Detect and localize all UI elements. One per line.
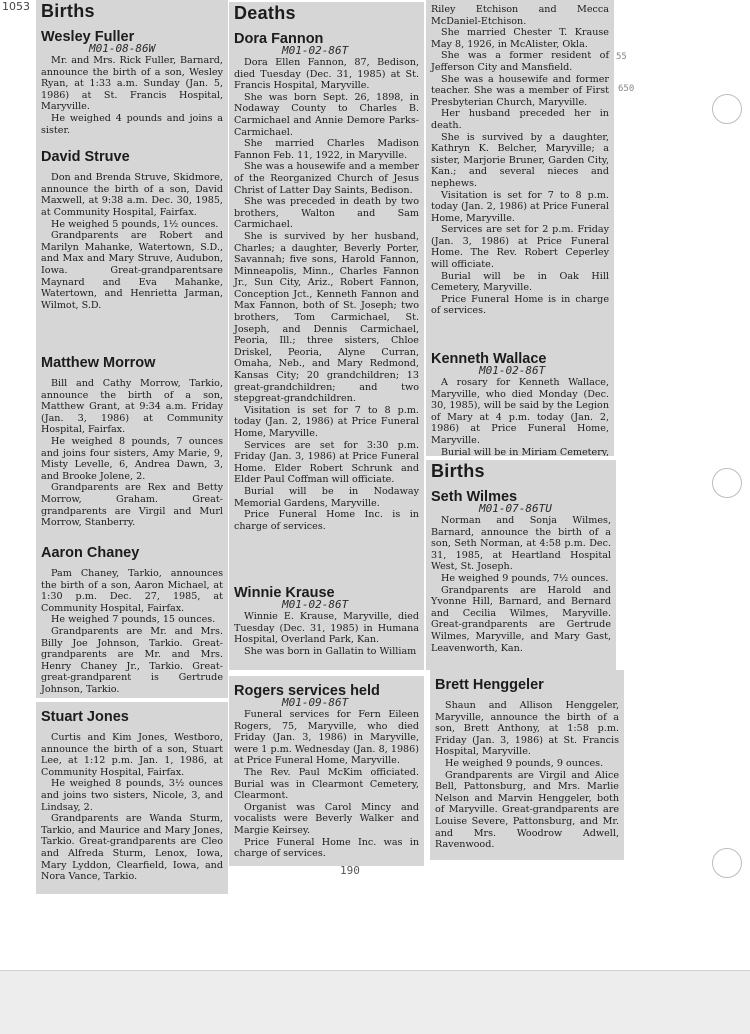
- notice-name: Aaron Chaney: [41, 545, 140, 561]
- notice-text: Mr. and Mrs. Rick Fuller, Barnard, announce the birth of a son, Wesley Ryan, at 1:33 a.m. Sunday (Jan. 5, 1986) at St. Francis Hospital, Maryville.: [41, 55, 223, 113]
- notice-text: He weighed 8 pounds, 3½ ounces and joins two sisters, Nicole, 3, and Lindsay, 2.: [41, 778, 223, 813]
- notice-text: She married Charles Madison Fannon Feb. 11, 1922, in Maryville.: [234, 138, 419, 161]
- notice-name: Stuart Jones: [41, 709, 129, 725]
- notice-name: Rogers services held: [234, 683, 380, 699]
- births-clipping-1: [36, 0, 228, 356]
- handwritten-note: M01-09-86T: [282, 696, 349, 709]
- births-clipping-5: [426, 460, 616, 670]
- notice-text: Grandparents are Rex and Betty Morrow, Graham. Great-grandparents are Virgil and Murl Morrow, Stanberry.: [41, 482, 223, 529]
- births-clipping-2: [36, 348, 228, 540]
- binder-hole: [712, 848, 742, 878]
- handwritten-note: M01-08-86W: [89, 42, 156, 55]
- notice-text: She was born in Gallatin to William: [244, 645, 417, 657]
- notice-text: He weighed 7 pounds, 15 ounces.: [51, 614, 216, 626]
- page-number: 190: [340, 864, 360, 877]
- notice-text: A rosary for Kenneth Wallace, Maryville, who died Monday (Dec. 30, 1985), will be said by the Legion of Mary at 4 p.m. today (Jan. 2, 1986) at Price Funeral Home, Maryville.: [431, 377, 609, 446]
- notice-text: She married Chester T. Krause May 8, 1926, in McAlister, Okla.: [431, 27, 609, 50]
- notice-text: Grandparents are Robert and Marilyn Mahanke, Watertown, S.D., and Max and Mary Struve, Audubon, Iowa. Great-grandparentsare Maynard and Eva Mahanke, Watertown, and Henrietta Jarman, Wilmot, S.D.: [41, 230, 223, 311]
- handwritten-note: M01-02-86T: [282, 598, 349, 611]
- notice-text: Visitation is set for 7 to 8 p.m. today (Jan. 2, 1986) at Price Funeral Home, Maryville.: [431, 189, 609, 224]
- notice-name: Seth Wilmes: [431, 489, 518, 505]
- notice-text: Grandparents are Virgil and Alice Bell, Pattonsburg, and Mrs. Marlie Nelson and Marvin Henggeler, both of Maryville. Great-grandparents are Louise Severe, Pattonsburg, and Mr. and Mrs. Woodrow Adwell, Ravenwood.: [435, 769, 619, 851]
- notice-text: Her husband preceded her in death.: [431, 108, 609, 131]
- binder-hole: [712, 94, 742, 124]
- notice-name: Kenneth Wallace: [431, 351, 547, 367]
- notice-text: She is survived by a daughter, Kathryn K. Belcher, Maryville; a sister, Marjorie Bruner, Garden City, Kan.; and several nieces and nephews.: [431, 131, 609, 189]
- notice-text: Bill and Cathy Morrow, Tarkio, announce the birth of a son, Matthew Grant, at 9:34 a.m. Friday (Jan. 3, 1986) at Community Hospital, Fairfax.: [41, 378, 223, 436]
- notice-text: She was a housewife and former teacher. She was a member of First Presbyterian Church, Maryville.: [431, 73, 609, 108]
- notice-name: Winnie Krause: [234, 585, 335, 601]
- notice-text: He weighed 4 pounds and joins a sister.: [41, 112, 223, 136]
- notice-text: Visitation is set for 7 to 8 p.m. today (Jan. 2, 1986) at Price Funeral Home, Maryville.: [234, 404, 419, 439]
- notice-text: He weighed 5 pounds, 1½ ounces.: [51, 218, 219, 230]
- births-clipping-3: [36, 538, 228, 698]
- scanner-bed-edge: [0, 970, 750, 1034]
- notice-text: Norman and Sonja Wilmes, Barnard, announce the birth of a son, Seth Norman, at 4:58 p.m. Dec. 31, 1985, at Heartland Hospital West, St. Joseph.: [431, 515, 611, 573]
- handwritten-note: M01-02-86T: [479, 364, 546, 377]
- notice-name: Dora Fannon: [234, 31, 324, 47]
- deaths-clipping-2: [229, 578, 424, 670]
- handwritten-note: M01-07-86TU: [479, 502, 552, 515]
- notice-text: He weighed 8 pounds, 7 ounces and joins four sisters, Amy Marie, 9, Misty Levelle, 6, Andrea Dawn, 3, and Brooke Jolene, 2.: [41, 435, 223, 482]
- section-heading: Deaths: [234, 3, 296, 23]
- margin-mark: 650: [618, 84, 635, 94]
- notice-text: Burial will be in Miriam Cemetery,: [441, 446, 609, 456]
- notice-text: Winnie E. Krause, Maryville, died Tuesday (Dec. 31, 1985) in Humana Hospital, Overland Park, Kan.: [234, 611, 419, 646]
- notice-text: She is survived by her husband, Charles; a daughter, Beverly Porter, Savannah; five sons, Harold Fannon, Minneapolis, Minn., Charles Fannon Jr., Sun City, Ariz., Robert Fannon, Conception Jct., Kenneth Fannon and Max Fannon, both of St. Joseph; two brothers, Tom Carmichael, St. Joseph, and Dennis Carmichael, Peoria, Ill.; three sisters, Chloe Driskel, Peoria, Alyne Curran, Omaha, Neb., and Mary Redmond, Kansas City; 20 grandchildren; 13 great-grandchildren; and two stepgreat-grandchildren.: [234, 230, 419, 405]
- notice-text: She was preceded in death by two brothers, Walton and Sam Carmichael.: [234, 196, 419, 231]
- handwritten-note: M01-02-86T: [282, 44, 349, 57]
- notice-text: Dora Ellen Fannon, 87, Bedison, died Tuesday (Dec. 31, 1985) at St. Francis Hospital, Maryville.: [234, 57, 419, 92]
- notice-text: She was a former resident of Jefferson City and Mansfield.: [431, 50, 609, 73]
- notice-text: Pam Chaney, Tarkio, announces the birth of a son, Aaron Michael, at 1:30 p.m. Dec. 27, 1985, at Community Hospital, Fairfax.: [41, 568, 223, 614]
- notice-text: He weighed 9 pounds, 9 ounces.: [445, 757, 604, 769]
- deaths-clipping-continued: [426, 0, 614, 344]
- notice-text: Price Funeral Home is in charge of services.: [431, 293, 609, 317]
- notice-text: Grandparents are Mr. and Mrs. Billy Joe Johnson, Tarkio. Great-grandparents are Mr. and Mrs. Henry Chaney Jr., Tarkio. Great-great-grandparent is Gertrude Johnson, Tarkio.: [41, 625, 223, 695]
- section-heading: Births: [41, 1, 95, 21]
- margin-mark: 55: [616, 52, 627, 62]
- notice-text: Don and Brenda Struve, Skidmore, announce the birth of a son, David Maxwell, at 9:38 a.m. Dec. 30, 1985, at Community Hospital, Fairfax.: [41, 172, 223, 218]
- notice-text: She was a housewife and a member of the Reorganized Church of Jesus Christ of Latter Day Saints, Bedison.: [234, 161, 419, 196]
- notice-text: Services are set for 3:30 p.m. Friday (Jan. 3, 1986) at Price Funeral Home. Elder Robert Schrunk and Elder Paul Coffman will officiate.: [234, 439, 419, 486]
- notice-text: Funeral services for Fern Eileen Rogers, 75, Maryville, who died Friday (Jan. 3, 1986) in Maryville, were 1 p.m. Wednesday (Jan. 8, 1986) at Price Funeral Home, Maryville.: [234, 709, 419, 767]
- binder-hole: [712, 468, 742, 498]
- notice-text: Services are set for 2 p.m. Friday (Jan. 3, 1986) at Price Funeral Home. The Rev. Robert Ceperley will officiate.: [431, 224, 609, 271]
- notice-text: The Rev. Paul McKim officiated. Burial was in Clearmont Cemetery, Clearmont.: [234, 766, 419, 802]
- deaths-clipping-3: [229, 676, 424, 866]
- notice-text: Burial will be in Oak Hill Cemetery, Maryville.: [431, 270, 609, 294]
- notice-text: Riley Etchison and Mecca McDaniel-Etchison.: [431, 4, 609, 27]
- notice-name: Matthew Morrow: [41, 355, 156, 371]
- notice-text: Grandparents are Wanda Sturm, Tarkio, and Maurice and Mary Jones, Tarkio. Great-grandparents are Cleo and Alfreda Sturm, Lenox, Iowa, Mary Lyddon, Clearfield, Iowa, and Nora Vance, Tarkio.: [41, 813, 223, 883]
- notice-name: David Struve: [41, 149, 130, 166]
- section-heading: Births: [431, 461, 485, 481]
- deaths-clipping-1: [229, 2, 424, 580]
- notice-text: She was born Sept. 26, 1898, in Nodaway County to Charles B. Carmichael and Annie Demore Parks-Carmichael.: [234, 91, 419, 138]
- notice-text: Burial will be in Nodaway Memorial Gardens, Maryville.: [234, 485, 419, 509]
- notice-text: Shaun and Allison Henggeler, Maryville, announce the birth of a son, Brett Anthony, at 1:58 p.m. Friday (Jan. 3, 1986) at St. Francis Hospital, Maryville.: [435, 700, 619, 758]
- births-clipping-6: [430, 670, 624, 860]
- reference-number: 1053: [2, 0, 30, 13]
- birth-notice: [41, 28, 223, 136]
- notice-name: Brett Henggeler: [435, 677, 544, 693]
- notice-text: He weighed 9 pounds, 7½ ounces.: [441, 572, 609, 584]
- notice-text: Curtis and Kim Jones, Westboro, announce the birth of a son, Stuart Lee, at 1:12 p.m. Jan. 1, 1986, at Community Hospital, Fairfax.: [41, 732, 223, 778]
- births-clipping-4: [36, 702, 228, 894]
- notice-text: Organist was Carol Mincy and vocalists were Beverly Walker and Margie Keirsey.: [234, 801, 419, 836]
- notice-name: Wesley Fuller: [41, 29, 135, 45]
- notice-text: Price Funeral Home Inc. is in charge of services.: [234, 509, 419, 532]
- notice-text: Price Funeral Home Inc. was in charge of services.: [234, 836, 419, 860]
- notice-text: Grandparents are Harold and Yvonne Hill, Barnard, and Bernard and Cecilia Wilmes, Maryville. Great-grandparents are Gertrude Wilmes, Maryville, and Mary Gast, Leavenworth, Kan.: [431, 584, 611, 654]
- birth-notice: [41, 148, 223, 311]
- deaths-clipping-4: [426, 344, 614, 456]
